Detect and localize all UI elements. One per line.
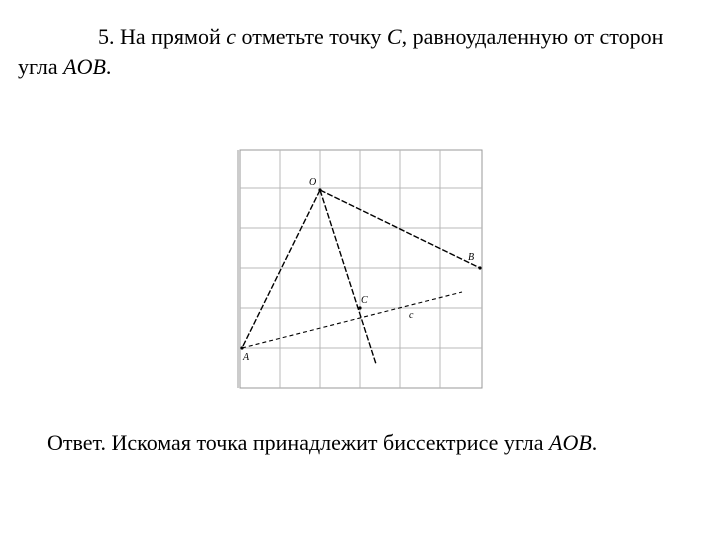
problem-text-1: На прямой (120, 24, 221, 49)
geometry-figure (236, 148, 486, 392)
bisector (320, 190, 376, 364)
point-name: C (386, 24, 402, 49)
point-c (358, 306, 361, 309)
problem-number: 5. (98, 24, 115, 49)
label-a: A (243, 352, 250, 363)
point-b (478, 266, 481, 269)
problem-statement (18, 22, 708, 82)
problem-end: . (105, 54, 112, 79)
problem-text-3: , равноудаленную от сторон угла (18, 24, 664, 79)
label-o: O (309, 177, 317, 188)
point-a (240, 346, 243, 349)
label-c-line: c (409, 310, 414, 321)
problem-text-2: отметьте точку (241, 24, 382, 49)
line-c (242, 292, 462, 348)
label-c-point: C (361, 295, 368, 306)
grid (240, 150, 482, 388)
label-b: B (468, 252, 475, 263)
answer (47, 428, 707, 458)
answer-angle-name: AOB (549, 430, 592, 455)
answer-text: Ответ. Искомая точка принадлежит биссектрисе угла (47, 430, 544, 455)
side-oa (242, 190, 320, 348)
line-name: c (226, 24, 237, 49)
angle-name: AOB (63, 54, 106, 79)
answer-end: . (591, 430, 598, 455)
point-o (318, 188, 321, 191)
